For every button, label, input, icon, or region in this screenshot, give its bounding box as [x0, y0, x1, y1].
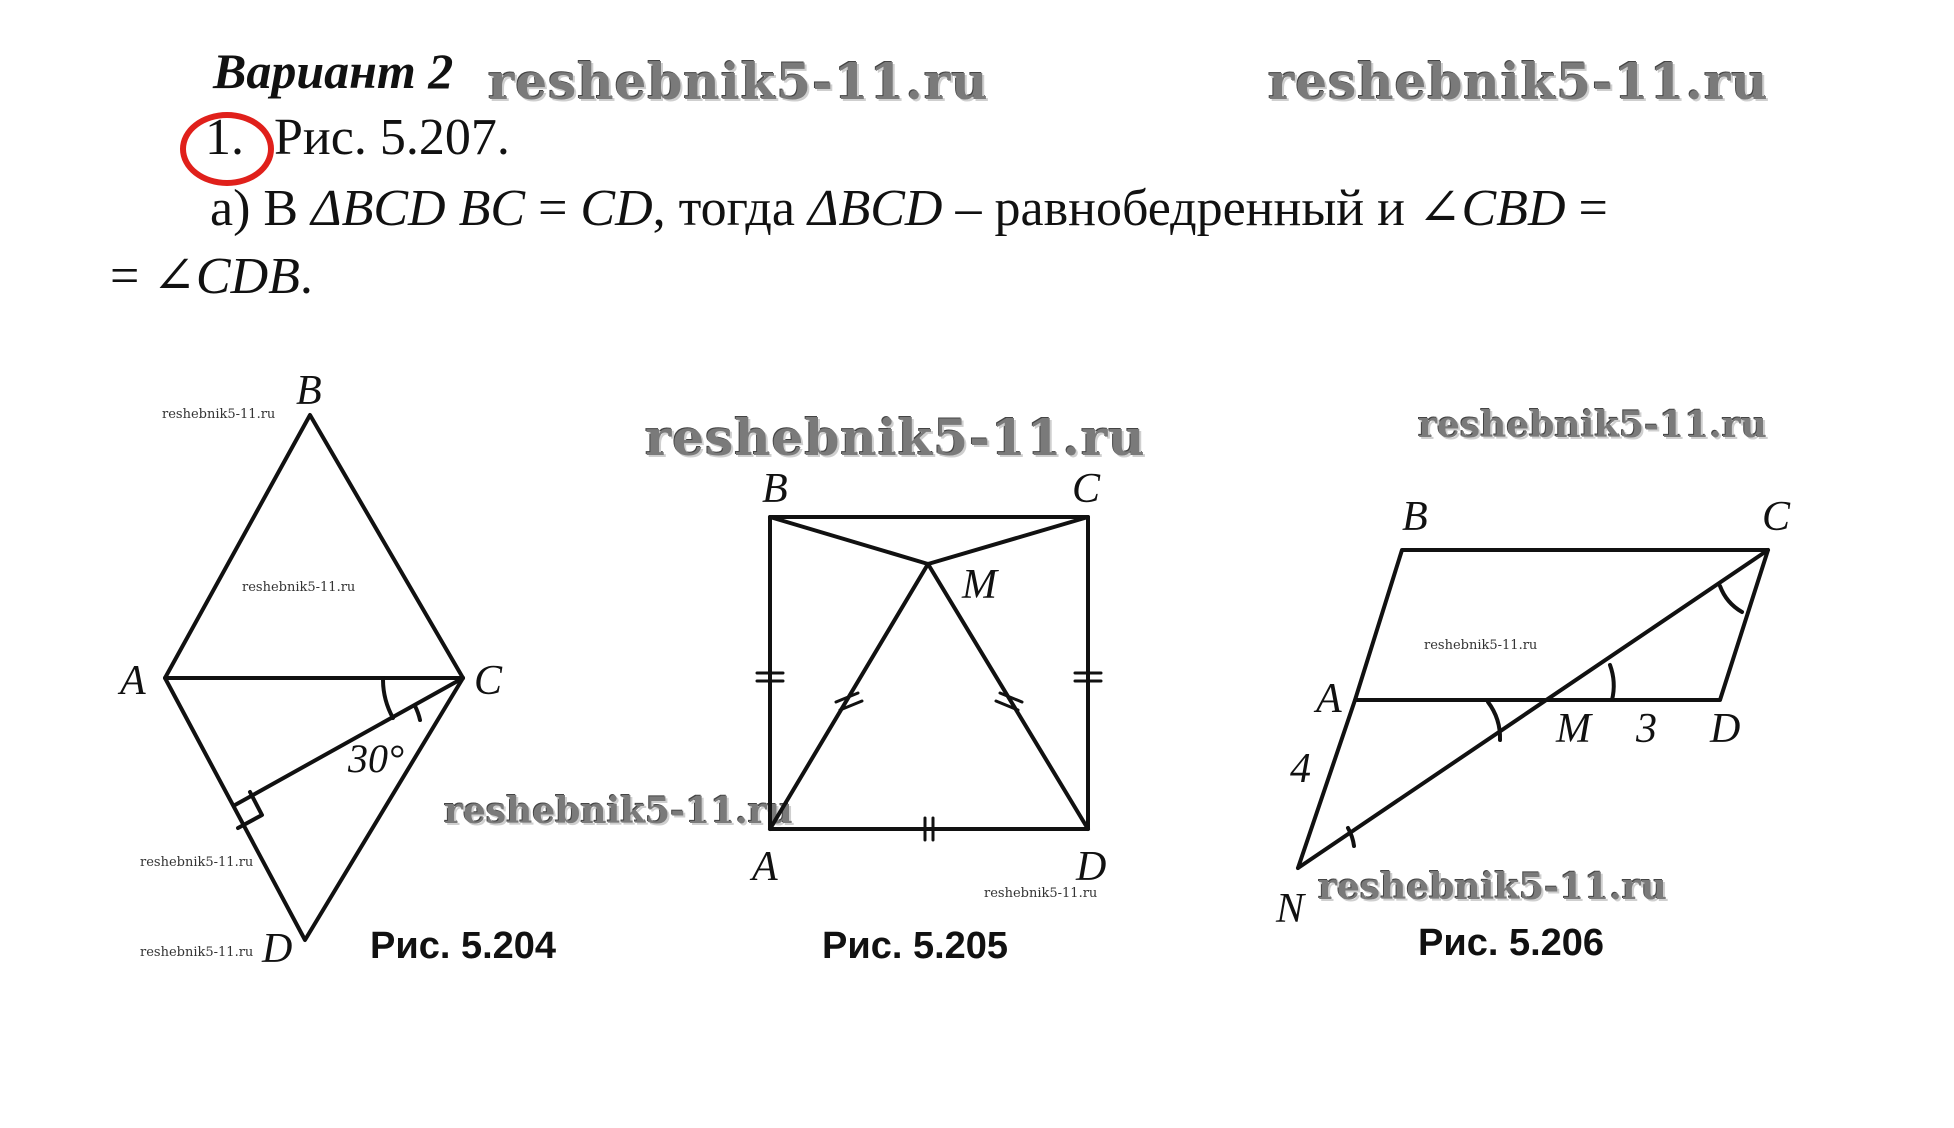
- text-segment: =: [1565, 180, 1608, 237]
- label-a: A: [1316, 676, 1342, 722]
- text-segment: CD: [580, 180, 653, 237]
- label-n: N: [1276, 886, 1305, 932]
- figure-5-204: [165, 415, 463, 940]
- text-segment: ΔBCD: [807, 180, 943, 237]
- text-segment: ∠CBD: [1417, 180, 1566, 237]
- text-segment: =: [525, 180, 581, 237]
- segment-cm: [928, 517, 1088, 564]
- line-nc: [1298, 550, 1768, 868]
- figure-caption-5-205: Рис. 5.205: [822, 925, 1009, 967]
- parallelogram-abcd: [1355, 550, 1768, 700]
- text-segment: ΔBCD BC: [311, 180, 526, 237]
- variant-title: Вариант 2: [213, 43, 454, 99]
- text-segment: ∠CDB: [152, 248, 300, 305]
- figure-5-205: [757, 517, 1101, 840]
- figure-5-206: [1298, 550, 1768, 868]
- label-d: D: [1710, 706, 1741, 752]
- segment-bm: [770, 517, 928, 564]
- watermark: reshebnik5-11.ru: [1318, 866, 1667, 908]
- angle-value: 30°: [348, 736, 404, 781]
- text-segment: , тогда: [652, 180, 808, 237]
- figure-reference: Рис. 5.207.: [274, 109, 510, 166]
- text-segment: – равнобедренный и: [942, 180, 1418, 237]
- label-c: C: [1072, 466, 1101, 512]
- watermark: reshebnik5-11.ru: [140, 945, 254, 960]
- angle-arc-inner: [415, 706, 420, 720]
- angle-arc-c: [1720, 586, 1742, 612]
- watermark: reshebnik5-11.ru: [242, 580, 356, 595]
- tick-marks: [757, 673, 1101, 840]
- label-c: C: [474, 658, 503, 704]
- label-d: D: [1076, 844, 1107, 890]
- angle-arc-outer: [383, 678, 393, 718]
- watermark: reshebnik5-11.ru: [645, 408, 1146, 467]
- watermark: reshebnik5-11.ru: [140, 855, 254, 870]
- figure-caption-5-204: Рис. 5.204: [370, 925, 557, 967]
- length-three: 3: [1636, 706, 1657, 752]
- label-b: B: [296, 368, 322, 414]
- label-b: B: [1402, 494, 1428, 540]
- angle-arc-m-right: [1610, 665, 1614, 700]
- watermark: reshebnik5-11.ru: [1418, 404, 1767, 446]
- text-segment: =: [110, 248, 153, 305]
- watermark: reshebnik5-11.ru: [444, 790, 793, 832]
- label-c: C: [1762, 494, 1791, 540]
- text-segment: .: [299, 248, 313, 305]
- watermark: reshebnik5-11.ru: [984, 886, 1098, 901]
- label-b: B: [762, 466, 788, 512]
- label-m: M: [962, 562, 997, 608]
- label-m: M: [1556, 706, 1591, 752]
- watermark: reshebnik5-11.ru: [1424, 638, 1538, 653]
- length-four: 4: [1290, 746, 1311, 792]
- text-segment: а) В: [210, 180, 312, 237]
- watermark: reshebnik5-11.ru: [1268, 52, 1769, 111]
- figure-caption-5-206: Рис. 5.206: [1418, 922, 1605, 964]
- watermark: reshebnik5-11.ru: [162, 407, 276, 422]
- watermark: reshebnik5-11.ru: [488, 52, 989, 111]
- label-d: D: [262, 926, 293, 972]
- task-number: 1.: [205, 109, 244, 166]
- label-a: A: [120, 658, 146, 704]
- label-a: A: [752, 844, 778, 890]
